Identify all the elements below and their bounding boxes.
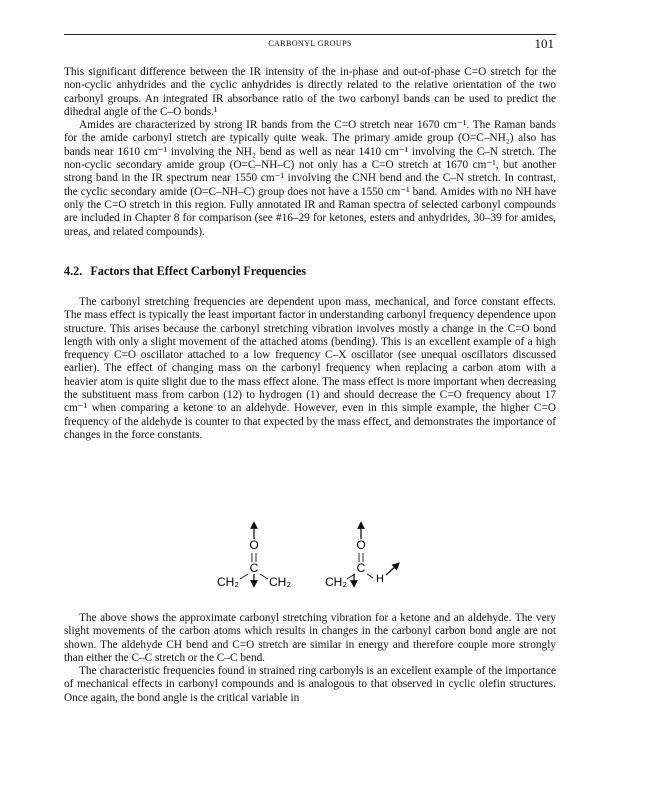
section-title: Factors that Effect Carbonyl Frequencies [90, 264, 307, 278]
ketone-right-group: CH₂ [269, 575, 291, 589]
carbonyl-vibration-figure [190, 520, 430, 590]
ketone-carbon: C [249, 561, 259, 575]
aldehyde-carbon: C [356, 561, 366, 575]
aldehyde-structure [325, 525, 397, 589]
page-number: 101 [534, 36, 554, 51]
paragraph-amides: Amides are characterized by strong IR bands from the C=O stretch near 1670 cm⁻¹. The Raman bands for the amide carbonyl stretch are typically quite weak. The primary amide group (O=C–NH₂) also has bands near 1610 cm⁻¹ involving the NH₂ bend as well as near 1410 cm⁻¹ involving the C–N stretch. The non-cyclic secondary amide group (O=C–NH–C) not only has a C=O stretch at 1670 cm⁻¹, but another strong band in the IR spectrum near 1550 cm⁻¹ involving the CNH bend and the C–N stretch. In contrast, the cyclic secondary amide (O=C–NH–C) group does not have a 1550 cm⁻¹ band. Amides with no NH have only the C=O stretch in this region. Fully annotated IR and Raman spectra of selected carbonyl compounds are included in Chapter 8 for comparison (see #16–29 for ketones, esters and anhydrides, 30–39 for amides, ureas, and related compounds). [64, 119, 556, 238]
running-title: CARBONYL GROUPS [268, 39, 352, 48]
section-number: 4.2. [64, 264, 83, 278]
ketone-oxygen: O [249, 538, 259, 552]
aldehyde-hydrogen: H [376, 573, 384, 585]
ketone-left-group: CH₂ [217, 575, 239, 589]
body-text-section [64, 296, 556, 442]
ketone-right-bond [260, 574, 268, 579]
body-text-bottom [64, 612, 556, 705]
aldehyde-left-group: CH₂ [325, 575, 347, 589]
aldehyde-right-bond [367, 574, 373, 578]
hydrogen-bend-arrow [386, 565, 397, 575]
running-head [64, 38, 556, 54]
paragraph-strained-rings: The characteristic frequencies found in strained ring carbonyls is an excellent example of the importance of mechanical effects in carbonyl compounds and is analogous to that observed in cyclic olefin structures. Once again, the bond angle is the critical variable in [64, 665, 556, 704]
section-heading [64, 264, 556, 279]
paragraph-figure-explanation: The above shows the approximate carbonyl stretching vibration for a ketone and an aldehyde. The very slight movements of the carbon atoms which results in changes in the carbonyl carbon bond angle are not shown. The aldehyde CH bend and C=O stretch are similar in energy and therefore couple more strongly than either the C–C stretch or the C–C bend. [64, 612, 556, 664]
ketone-left-bond [240, 574, 248, 579]
ketone-structure [217, 525, 291, 589]
header-rule [64, 34, 556, 35]
body-text-top [64, 66, 556, 239]
paragraph-anhydrides: This significant difference between the IR intensity of the in-phase and out-of-phase C=O stretch for the non-cyclic anhydrides and the cyclic anhydrides is directly related to the relative orientation of the two carbonyl groups. An integrated IR absorbance ratio of the two carbonyl bands can be used to predict the dihedral angle of the C–O bonds.¹ [64, 66, 556, 118]
paragraph-mass-effect: The carbonyl stretching frequencies are dependent upon mass, mechanical, and force constant effects. The mass effect is typically the least important factor in understanding carbonyl frequency dependence upon structure. This arises because the carbonyl stretching vibration involves mostly a change in the C=O bond length with only a slight movement of the attached atoms (bending). This is an excellent example of a high frequency C=O oscillator attached to a low frequency C–X oscillator (see unequal oscillators discussed earlier). The effect of changing mass on the carbonyl frequency when replacing a carbon atom with a heavier atom is quite slight due to the mass effect alone. The mass effect is more important when decreasing the substituent mass from carbon (12) to hydrogen (1) and should decrease the C=O frequency about 17 cm⁻¹ when comparing a ketone to an aldehyde. However, even in this simple example, the higher C=O frequency of the aldehyde is counter to that expected by the mass effect, and demonstrates the importance of changes in the force constants. [64, 296, 556, 441]
aldehyde-oxygen: O [356, 538, 366, 552]
